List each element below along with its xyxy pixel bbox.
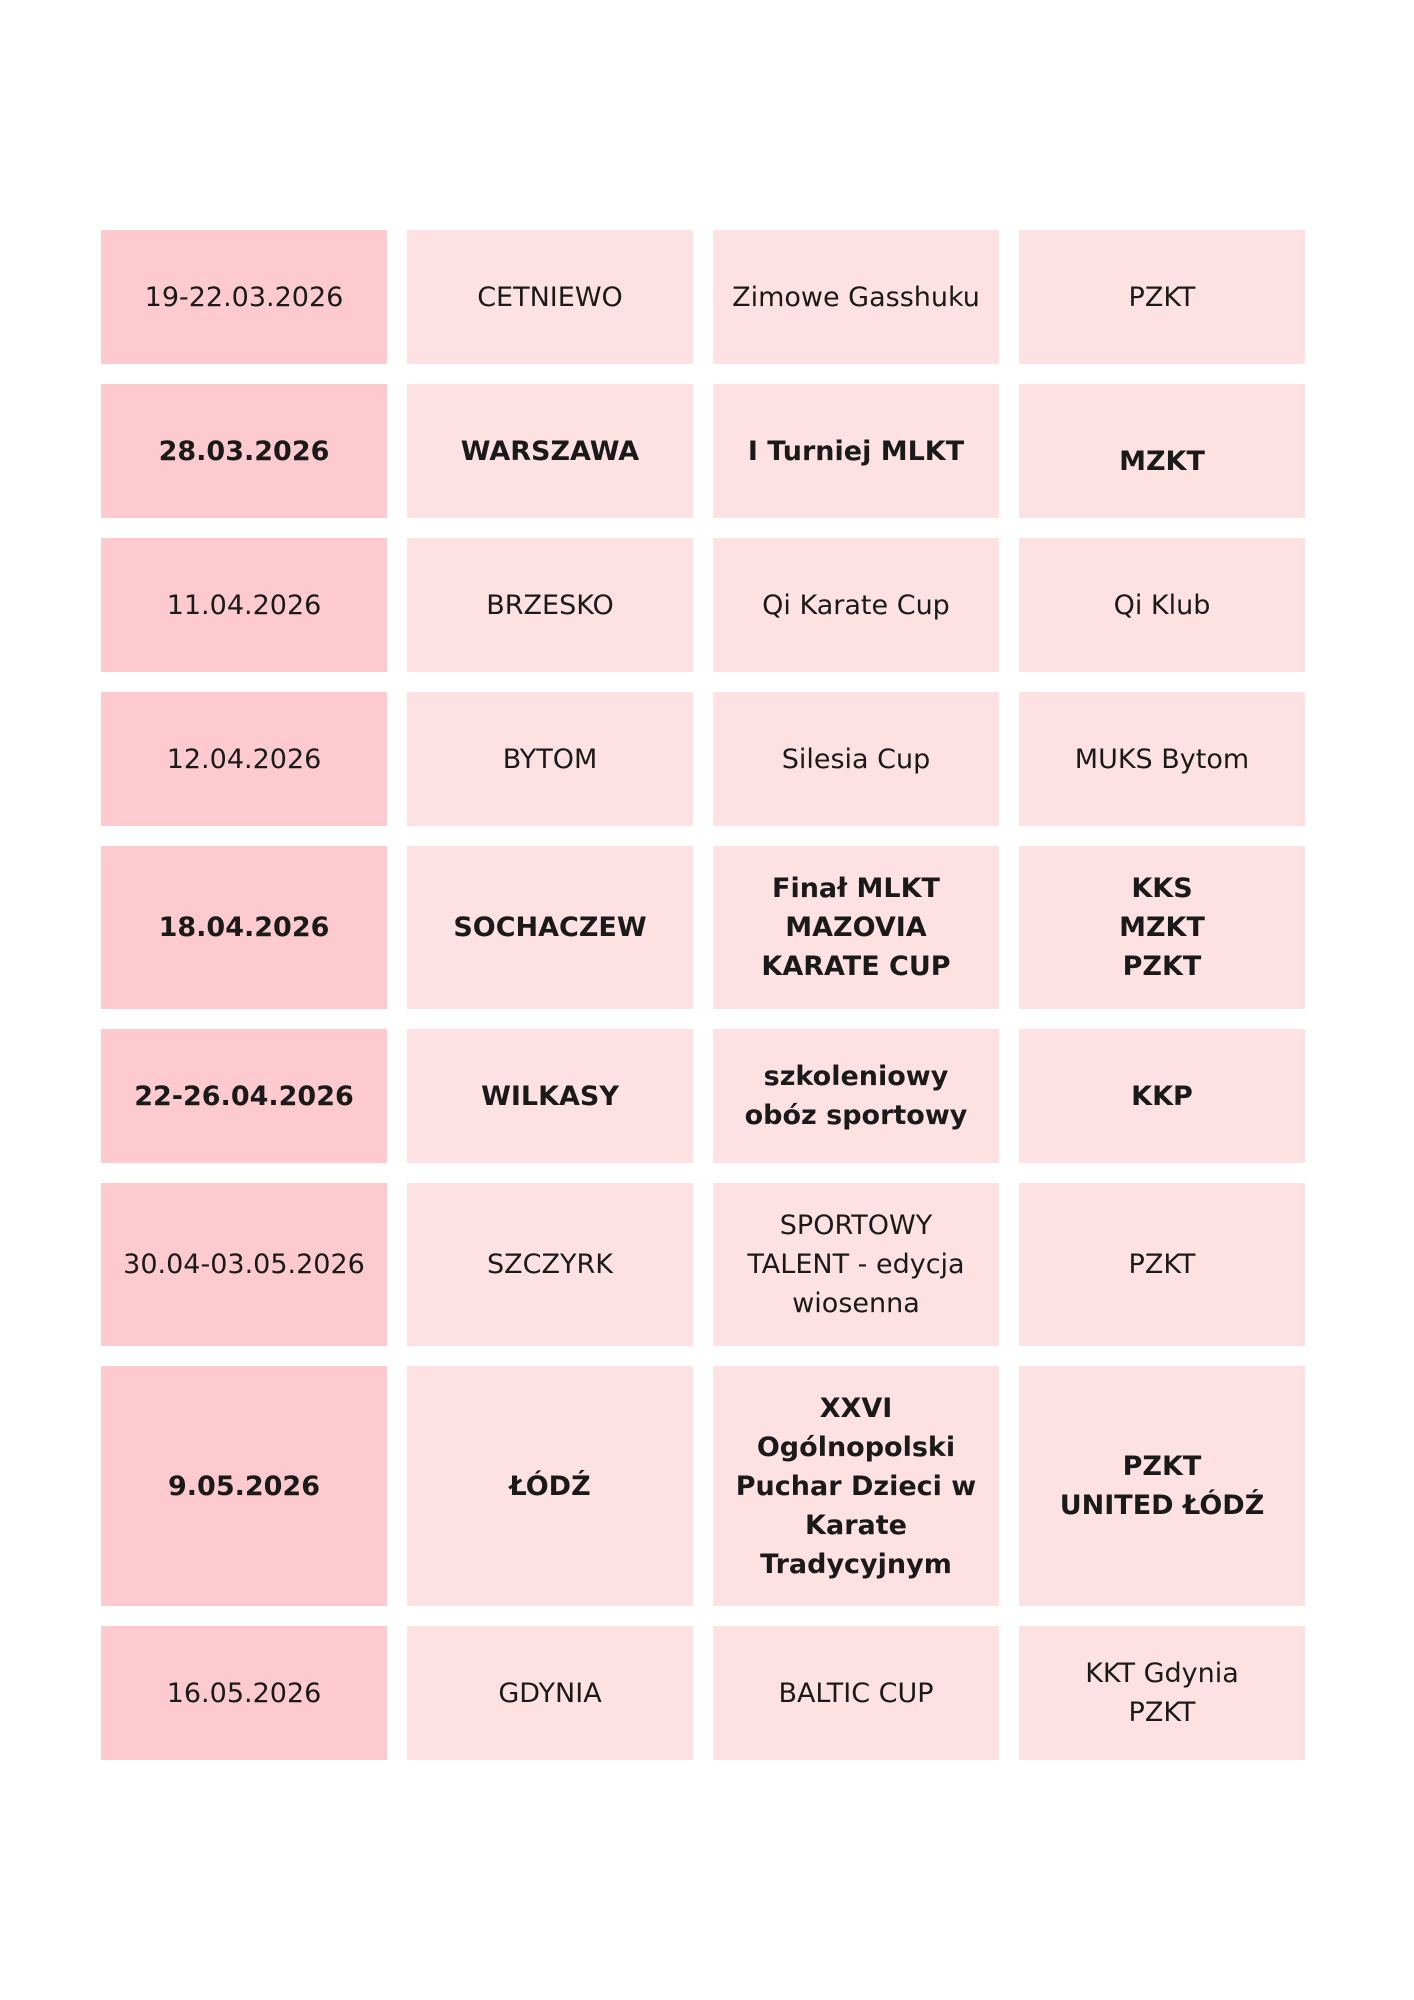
table-row — [101, 1626, 1306, 1760]
event-cell: XXVI Ogólnopolski Puchar Dzieci w Karate Tradycyjnym — [713, 1366, 999, 1606]
table-row — [101, 538, 1306, 672]
organizer-cell: KKP — [1019, 1029, 1305, 1163]
date-cell: 28.03.2026 — [101, 384, 387, 518]
date-cell: 30.04-03.05.2026 — [101, 1183, 387, 1346]
table-row — [101, 1029, 1306, 1163]
organizer-cell: PZKT — [1019, 1183, 1305, 1346]
event-cell: Silesia Cup — [713, 692, 999, 826]
event-cell: Finał MLKT MAZOVIA KARATE CUP — [713, 846, 999, 1009]
date-cell: 12.04.2026 — [101, 692, 387, 826]
table-row — [101, 1366, 1306, 1606]
date-cell: 22-26.04.2026 — [101, 1029, 387, 1163]
event-cell: I Turniej MLKT — [713, 384, 999, 518]
date-cell: 19-22.03.2026 — [101, 230, 387, 364]
event-cell: SPORTOWY TALENT - edycja wiosenna — [713, 1183, 999, 1346]
event-cell: Qi Karate Cup — [713, 538, 999, 672]
place-cell: ŁÓDŹ — [407, 1366, 693, 1606]
place-cell: WILKASY — [407, 1029, 693, 1163]
table-row — [101, 1183, 1306, 1346]
date-cell: 18.04.2026 — [101, 846, 387, 1009]
organizer-cell: Qi Klub — [1019, 538, 1305, 672]
table-row — [101, 692, 1306, 826]
date-cell: 9.05.2026 — [101, 1366, 387, 1606]
event-cell: Zimowe Gasshuku — [713, 230, 999, 364]
organizer-cell: PZKT — [1019, 230, 1305, 364]
date-cell: 11.04.2026 — [101, 538, 387, 672]
date-cell: 16.05.2026 — [101, 1626, 387, 1760]
event-cell: szkoleniowy obóz sportowy — [713, 1029, 999, 1163]
place-cell: GDYNIA — [407, 1626, 693, 1760]
event-cell: BALTIC CUP — [713, 1626, 999, 1760]
organizer-cell: MUKS Bytom — [1019, 692, 1305, 826]
organizer-cell: KKT Gdynia PZKT — [1019, 1626, 1305, 1760]
place-cell: SOCHACZEW — [407, 846, 693, 1009]
place-cell: CETNIEWO — [407, 230, 693, 364]
organizer-cell: PZKT UNITED ŁÓDŹ — [1019, 1366, 1305, 1606]
place-cell: BRZESKO — [407, 538, 693, 672]
table-row — [101, 230, 1306, 364]
organizer-cell: KKS MZKT PZKT — [1019, 846, 1305, 1009]
place-cell: SZCZYRK — [407, 1183, 693, 1346]
place-cell: BYTOM — [407, 692, 693, 826]
event-schedule-table — [101, 230, 1306, 1780]
organizer-cell: MZKT — [1019, 384, 1305, 518]
table-row — [101, 384, 1306, 518]
place-cell: WARSZAWA — [407, 384, 693, 518]
table-row — [101, 846, 1306, 1009]
